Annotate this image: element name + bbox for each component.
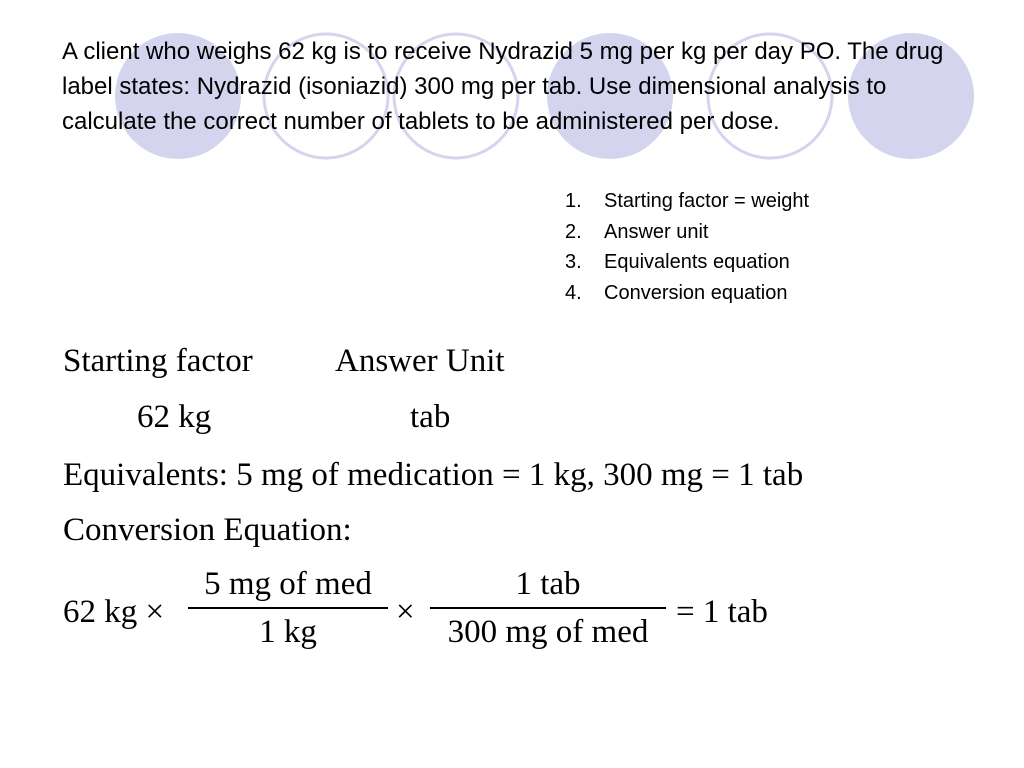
- times-sign: ×: [396, 594, 415, 630]
- equation-result: = 1 tab: [676, 594, 768, 630]
- answer-unit-value: tab: [410, 399, 451, 435]
- fraction-mg-per-kg: [188, 568, 388, 649]
- fraction-numerator: 1 tab: [515, 566, 581, 602]
- answer-unit-heading: Answer Unit: [335, 343, 505, 379]
- list-item: [565, 247, 809, 278]
- starting-factor-value: 62 kg: [137, 399, 212, 435]
- equivalents-line: Equivalents: 5 mg of medication = 1 kg, 300 mg = 1 tab: [63, 457, 804, 493]
- step-number: 4.: [565, 282, 582, 305]
- step-label: Starting factor = weight: [604, 190, 810, 212]
- conversion-heading: Conversion Equation:: [63, 512, 352, 548]
- fraction-numerator: 5 mg of med: [204, 566, 372, 602]
- starting-factor-heading: Starting factor: [63, 343, 253, 379]
- fraction-tab-per-mg: [430, 568, 666, 649]
- steps-list: [565, 186, 809, 309]
- step-number: 2.: [565, 220, 582, 243]
- step-label: Conversion equation: [604, 282, 788, 305]
- fraction-denominator: 300 mg of med: [447, 614, 649, 650]
- equation-lead: 62 kg ×: [63, 594, 165, 630]
- step-number: 3.: [565, 251, 582, 274]
- step-number: 1.: [565, 190, 582, 212]
- list-item: [565, 217, 809, 248]
- step-label: Answer unit: [604, 220, 709, 243]
- fraction-denominator: 1 kg: [259, 614, 317, 650]
- list-item: [565, 278, 809, 309]
- problem-statement: A client who weighs 62 kg is to receive Nydrazid 5 mg per kg per day PO. The drug label states: Nydrazid (isoniazid) 300 mg per tab. Use dimensional analysis to calculate the correct number of tablets to be administered per dose.: [62, 38, 944, 135]
- fraction-bar: [188, 607, 388, 609]
- step-label: Equivalents equation: [604, 251, 790, 274]
- fraction-bar: [430, 607, 666, 609]
- list-item: [565, 186, 809, 217]
